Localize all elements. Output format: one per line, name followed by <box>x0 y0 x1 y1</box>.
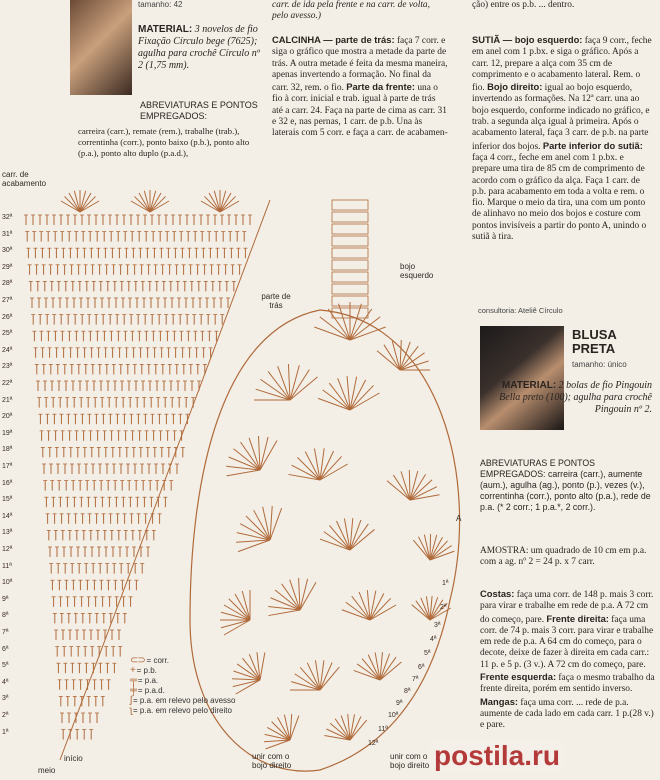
frente-esq-heading: Frente esquerda: <box>480 671 557 683</box>
cup-fan-stitch <box>350 385 374 410</box>
chart-row-label: 15ª <box>2 496 13 504</box>
cup-fan-stitch <box>260 437 268 470</box>
inferior-heading: Parte inferior do sutiã: <box>542 139 643 151</box>
strap-segment <box>332 224 368 234</box>
cup-fan-stitch <box>278 366 290 400</box>
chart-row-label: 12ª <box>2 546 13 553</box>
frente-text: una o fio à corr. inicial e trab. igual à parte de trás até a carr. 24. Faça na parte de cima as carr. 31 e 32 e, nas pernas, 1 carr. de p.b. Una às laterais com 5 corr. e faça a carr. de acabamen- <box>272 83 448 139</box>
chart-row-label: 13ª <box>2 529 13 537</box>
cup-fan-stitch <box>300 582 316 610</box>
blusa-instructions <box>480 588 656 732</box>
stitch-legend <box>130 656 240 716</box>
bojo-row-label: 12ª <box>368 740 379 747</box>
chart-row-label: 11ª <box>2 562 12 570</box>
acabamento-label: carr. de acabamento <box>2 170 47 188</box>
cup-fan-stitch <box>339 304 350 340</box>
blusa-material-heading: MATERIAL: <box>501 380 557 391</box>
cup-fan-stitch <box>224 620 250 635</box>
chart-row-label: 9ª <box>2 595 9 603</box>
costas-text: faça uma corr. de 148 p. mais 3 corr. para virar e trabalhe em rede de p.a. A 72 cm do começo, pare. <box>480 590 654 625</box>
cup-fan-stitch <box>320 456 342 480</box>
chart-row-label: 26ª <box>2 313 13 321</box>
cup-fan-stitch <box>350 377 357 410</box>
bojo-row-label: 3ª <box>434 622 441 629</box>
cup-fan-stitch <box>268 610 300 616</box>
strap-segment <box>332 248 368 258</box>
mangas-text: faça uma corr. ... rede de p.a. aumente de cada lado em cada carr. 1 p.(28 v.) e pare. <box>480 697 654 731</box>
chart-row-label: 28ª <box>2 280 13 288</box>
calcinha-heading: CALCINHA — parte de trás: <box>272 34 395 45</box>
frente-dir-text: faça uma corr. de 74 p. mais 3 corr. para virar e trabalhe em rede de p.a. A 64 cm do começo, para o decote, deixe de fazer à direita em cada carr.: 11 p. e 5 p. (3 v.). A 72 cm do começo, pare. <box>480 614 654 670</box>
cup-fan-stitch <box>400 361 429 370</box>
cup-fan-stitch <box>320 317 350 340</box>
legend-label: = p.b. <box>136 666 157 675</box>
material-heading: MATERIAL: <box>138 24 193 35</box>
parte-de-tras-label: parte de trás <box>261 292 291 310</box>
legend-item <box>130 706 240 716</box>
frente-dir-heading: Frente direita: <box>546 612 609 624</box>
legend-symbol: ╤ <box>130 675 138 686</box>
cup-fan-stitch <box>260 652 265 680</box>
middle-top-fragment: carr. de ida pela frente e na carr. de volta, pelo avesso.) <box>272 0 430 22</box>
strap-segment <box>332 284 368 294</box>
chart-row-label: 6ª <box>2 645 9 653</box>
cup-fan-stitch <box>272 722 290 740</box>
chart-row-label: 14ª <box>2 512 13 520</box>
cup-fan-stitch <box>263 507 270 540</box>
legend-label: = corr. <box>146 656 169 665</box>
cup-fan-stitch <box>284 715 290 740</box>
cup-fan-stitch <box>314 327 350 340</box>
cup-fan-stitch <box>268 371 290 400</box>
frente-heading: Parte da frente: <box>346 81 415 93</box>
legend-label: = p.a. em relevo pelo avesso <box>133 696 236 705</box>
chart-row-label: 17ª <box>2 463 13 470</box>
bojo-row-label: 10ª <box>388 712 399 719</box>
blusa-material-text: 2 bolas de fio Pingouin Bella preto (100); agulha para crochê Pingouin nº 2. <box>499 380 652 415</box>
abbr-block <box>140 100 266 122</box>
cup-fan-stitch <box>290 377 318 400</box>
legend-symbol: ʅ <box>130 705 133 716</box>
cup-fan-stitch <box>344 518 350 550</box>
meio-label: meio <box>38 766 56 775</box>
frente-esq-text: faça o mesmo trabalho da frente direita, porém em sentido inverso. <box>480 673 655 695</box>
cup-fan-stitch <box>246 516 270 540</box>
chart-row-label: 25ª <box>2 330 13 338</box>
blusa-abbr: ABREVIATURAS E PONTOS EMPREGADOS: carreira (carr.), aumente (aum.), agulha (ag.), ponto (p.), vezes (v.), correntinha (corr.), ponto alto (p.a.), rede de p.a. (* 2 corr.; 1 p.a.*, 2 corr.). <box>480 458 651 512</box>
cup-fan-stitch <box>256 389 290 400</box>
chart-row-label: 16ª <box>2 479 13 487</box>
unir-label-1: unir com o bojo direito <box>252 752 292 770</box>
legend-item <box>130 696 240 706</box>
strap-segment <box>332 260 368 270</box>
material-block <box>138 24 266 72</box>
credit: consultoria: Ateliê Círculo <box>478 306 563 315</box>
legend-symbol: ʃ <box>130 695 133 706</box>
legend-label: = p.a.d. <box>137 686 165 695</box>
cup-fan-stitch <box>430 534 431 560</box>
cup-fan-stitch <box>221 620 250 628</box>
bikini-photo <box>70 0 132 95</box>
cup-fan-stitch <box>265 734 290 740</box>
right-top-fragment: ção) entre os p.b. ... dentro. <box>472 0 575 10</box>
strap-segment <box>332 236 368 246</box>
chart-row-label: 4ª <box>2 678 9 686</box>
cup-fan-stitch <box>384 345 400 370</box>
strap-segment <box>332 200 368 210</box>
bojo-row-label: 2ª <box>440 604 447 611</box>
chart-row-label: 30ª <box>2 247 13 255</box>
cup-fan-stitch <box>410 471 418 500</box>
chart-row-label: 29ª <box>2 263 13 271</box>
chart-row-label: 18ª <box>2 446 13 454</box>
bojo-row-label: 1ª <box>442 580 449 587</box>
chart-row-label: 20ª <box>2 413 13 421</box>
cup-fan-stitch <box>237 533 270 540</box>
sutia-text: faça 9 corr., feche em anel com 1 p.bx. e siga o gráfico. Após a carr. 12, prepare a alça com 35 cm de comprimento e o acabamento lateral. Rem. o fio. <box>472 36 652 94</box>
legend-label: = p.a. <box>137 676 159 685</box>
bojo-row-label: 5ª <box>424 650 431 657</box>
cup-fan-stitch <box>377 351 400 370</box>
bojo-row-label: 11ª <box>378 726 388 733</box>
bojo-esquerdo-label: bojo esquerdo <box>400 262 434 280</box>
cup-fan-stitch <box>350 327 386 340</box>
legend-symbol: ╪ <box>130 685 138 696</box>
legend-item <box>130 676 240 686</box>
calcinha-text: faça 7 corr. e siga o gráfico que mostra a metade da parte de trás. A outra metade é feita da mesma maneira, apenas invertendo a formação. No final da carr. 32, rem. o fio. <box>272 36 448 94</box>
bojo-row-label: 6ª <box>418 664 425 671</box>
cup-fan-stitch <box>409 470 410 500</box>
legend-symbol: + <box>130 665 137 676</box>
cup-fan-stitch <box>261 379 290 400</box>
chart-row-label: 23ª <box>2 363 13 371</box>
chart-row-label: 31ª <box>2 230 13 238</box>
chart-row-label: 24ª <box>2 346 13 354</box>
cup-fan-stitch <box>290 365 299 400</box>
chart-row-label: 21ª <box>2 396 13 404</box>
bojo-dir-heading: Bojo direito: <box>487 81 543 93</box>
cup-fan-stitch <box>370 591 376 620</box>
blusa-size: tamanho: único <box>572 360 627 369</box>
watermark-logo: postila.ru <box>430 740 564 772</box>
mangas-heading: Mangas: <box>480 695 519 707</box>
point-a-label: A <box>456 514 462 523</box>
inferior-text: faça 4 corr., feche em anel com 1 p.bx. e prepare uma tira de 85 cm de comprimento de acordo com o gráfico da alça. Faça 1 carr. de p.b. para acabamento em toda a volta e rem. o fio. Marque o meio da tira, una com um ponto de alinhavo no meio dos bojos e costure com pontos invisíveis a partir do ponto A, unindo o sutiã à tira. <box>472 152 647 243</box>
blusa-material <box>480 380 652 416</box>
abbr-text: carreira (carr.), remate (rem.), trabalhe (trab.), correntinha (corr.), ponto baixo (p.b.), ponto alto (p.a.), ponto alto duplo (p.a.d.), <box>78 126 250 158</box>
legend-item <box>130 666 240 676</box>
chart-row-label: 3ª <box>2 695 9 703</box>
legend-label: = p.a. em relevo pelo direito <box>133 706 232 715</box>
strap-segment <box>332 212 368 222</box>
cup-fan-stitch <box>260 441 277 470</box>
chart-row-label: 8ª <box>2 612 9 620</box>
cup-fan-stitch <box>288 364 290 400</box>
chart-row-label: 27ª <box>2 297 13 304</box>
chart-row-label: 19ª <box>2 429 13 437</box>
chart-row-label: 1ª <box>2 728 9 736</box>
chart-row-label: 2ª <box>2 712 9 719</box>
legend-item <box>130 686 240 696</box>
chart-row-label: 32ª <box>2 214 13 221</box>
cup-fan-stitch <box>370 598 391 620</box>
legend-item <box>130 656 240 666</box>
cup-fan-stitch <box>290 370 309 400</box>
blusa-amostra: AMOSTRA: um quadrado de 10 cm em p.a. com a ag. nº 2 = 24 p. x 7 carr. <box>480 546 647 568</box>
sutia-section <box>472 34 652 243</box>
chart-row-label: 5ª <box>2 662 9 670</box>
chart-row-label: 10ª <box>2 579 13 587</box>
chart-row-label: 7ª <box>2 629 9 636</box>
bojo-row-label: 8ª <box>404 688 411 695</box>
strap-segment <box>332 272 368 282</box>
inicio-label: início <box>64 754 83 763</box>
unir-label-2: unir com o bojo direito <box>390 752 430 770</box>
size-label: tamanho: 42 <box>138 0 183 9</box>
cup-fan-stitch <box>350 304 361 340</box>
sutia-heading: SUTIÃ — bojo esquerdo: <box>472 34 583 45</box>
cup-fan-stitch <box>227 470 260 476</box>
blusa-title: BLUSA PRETA <box>572 327 617 356</box>
bojo-row-label: 4ª <box>430 636 437 643</box>
costas-heading: Costas: <box>480 588 515 599</box>
abbr-heading: ABREVIATURAS E PONTOS EMPREGADOS: <box>140 100 258 121</box>
material-text: 3 novelos de fio Fixação Círculo bege (7625); agulha para crochê Círculo nº 2 (1,75 mm). <box>138 24 260 71</box>
calcinha-section <box>272 34 448 140</box>
legend-symbol: ⊂⊃ <box>130 655 147 666</box>
bojo-row-label: 7ª <box>412 676 419 683</box>
chart-row-label: 22ª <box>2 380 13 387</box>
bojo-dir-text: igual ao bojo esquerdo, invertendo as formações. Na 12ª carr. una ao bojo esquerdo, conforme indicado no gráfico, e trab. a segunda alça igual à primeira. Após o acabamento lateral, faça 3 carr. de p.b. na parte inferior dos bojos. <box>472 83 650 152</box>
bojo-row-label: 9ª <box>396 700 403 707</box>
cup-fan-stitch <box>300 579 308 610</box>
